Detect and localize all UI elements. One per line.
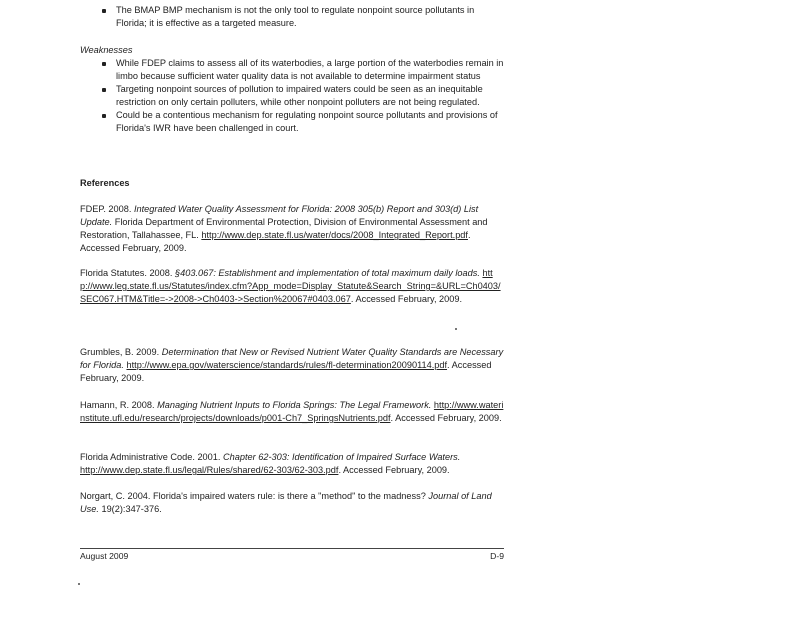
weaknesses-heading: Weaknesses [80, 45, 133, 55]
reference-entry [80, 490, 505, 516]
reference-link[interactable]: http://www.leg.state.fl.us/Statutes/index.cfm?App_mode=Display_Statute&Search_String=&URL=Ch0403/SEC067.HTM&Title=->2008->Ch0403->Section%20067#0403.067 [80, 268, 501, 305]
reference-entry [80, 267, 505, 306]
reference-title: Chapter 62-303: Identification of Impaired Surface Waters. [223, 452, 461, 462]
reference-accessed: . Accessed February, 2009. [350, 294, 463, 305]
strengths-list-section [80, 4, 505, 30]
weakness-item: Could be a contentious mechanism for regulating nonpoint source pollutants and provisions of Florida's IWR have been challenged in court. [80, 109, 505, 135]
reference-title: Integrated Water Quality Assessment for Florida: 2008 305(b) Report and 303(d) List Update. [80, 204, 479, 228]
reference-link[interactable]: http://www.dep.state.fl.us/legal/Rules/shared/62-303/62-303.pdf [80, 465, 339, 476]
reference-accessed: . Accessed February, 2009. [80, 360, 492, 384]
reference-author: Hamann, R. 2008. [80, 400, 158, 410]
reference-entry [80, 203, 505, 255]
reference-title: Determination that New or Revised Nutrient Water Quality Standards are Necessary for Florida. [80, 347, 504, 371]
scan-speck [455, 328, 457, 330]
reference-entry [80, 451, 505, 477]
weaknesses-section [80, 57, 505, 136]
strengths-list [80, 4, 505, 30]
strength-item: The BMAP BMP mechanism is not the only tool to regulate nonpoint source pollutants in Florida; it is effective as a targeted measure. [80, 4, 505, 30]
reference-link[interactable]: http://www.waterinstitute.ufl.edu/research/projects/downloads/p001-Ch7_SpringsNutrients.pdf [80, 400, 504, 424]
weakness-item: Targeting nonpoint sources of pollution to impaired waters could be seen as an inequitable restriction on only certain polluters, while other nonpoint polluters are not being regulated. [80, 83, 505, 109]
reference-title: Managing Nutrient Inputs to Florida Springs: The Legal Framework. [157, 400, 432, 410]
reference-volume: 19(2):347-376. [98, 504, 162, 515]
scan-speck [78, 583, 80, 585]
reference-link[interactable]: http://www.epa.gov/waterscience/standards/rules/fl-determination20090114.pdf [126, 360, 448, 371]
reference-accessed: . Accessed February, 2009. [338, 465, 450, 476]
reference-title: Journal of Land Use. [80, 491, 492, 515]
references-heading: References [80, 178, 130, 188]
reference-author: Florida Administrative Code. 2001. [80, 452, 223, 462]
reference-author: FDEP. 2008. [80, 204, 134, 214]
footer-date: August 2009 [80, 551, 129, 561]
reference-publisher: Florida Department of Environmental Protection, Division of Environmental Assessment and Restoration, Tallahassee, FL. [80, 217, 488, 241]
reference-link[interactable]: http://www.dep.state.fl.us/water/docs/2008_Integrated_Report.pdf [201, 230, 468, 241]
weakness-item: While FDEP claims to assess all of its waterbodies, a large portion of the waterbodies remain in limbo because sufficient water quality data is not available to determine impairment status [80, 57, 505, 83]
footer-rule [80, 548, 504, 549]
page-number: D-9 [490, 551, 504, 561]
reference-author: Florida Statutes. 2008. [80, 268, 175, 278]
reference-accessed: . Accessed February, 2009. [80, 230, 471, 254]
reference-title: §403.067: Establishment and implementation of total maximum daily loads. [175, 268, 480, 278]
reference-accessed: . Accessed February, 2009. [390, 413, 502, 424]
reference-entry [80, 346, 505, 385]
reference-author: Norgart, C. 2004. Florida's impaired waters rule: is there a "method" to the madness? [80, 491, 429, 501]
reference-author: Grumbles, B. 2009. [80, 347, 162, 357]
reference-entry [80, 399, 505, 425]
weaknesses-list [80, 57, 505, 136]
